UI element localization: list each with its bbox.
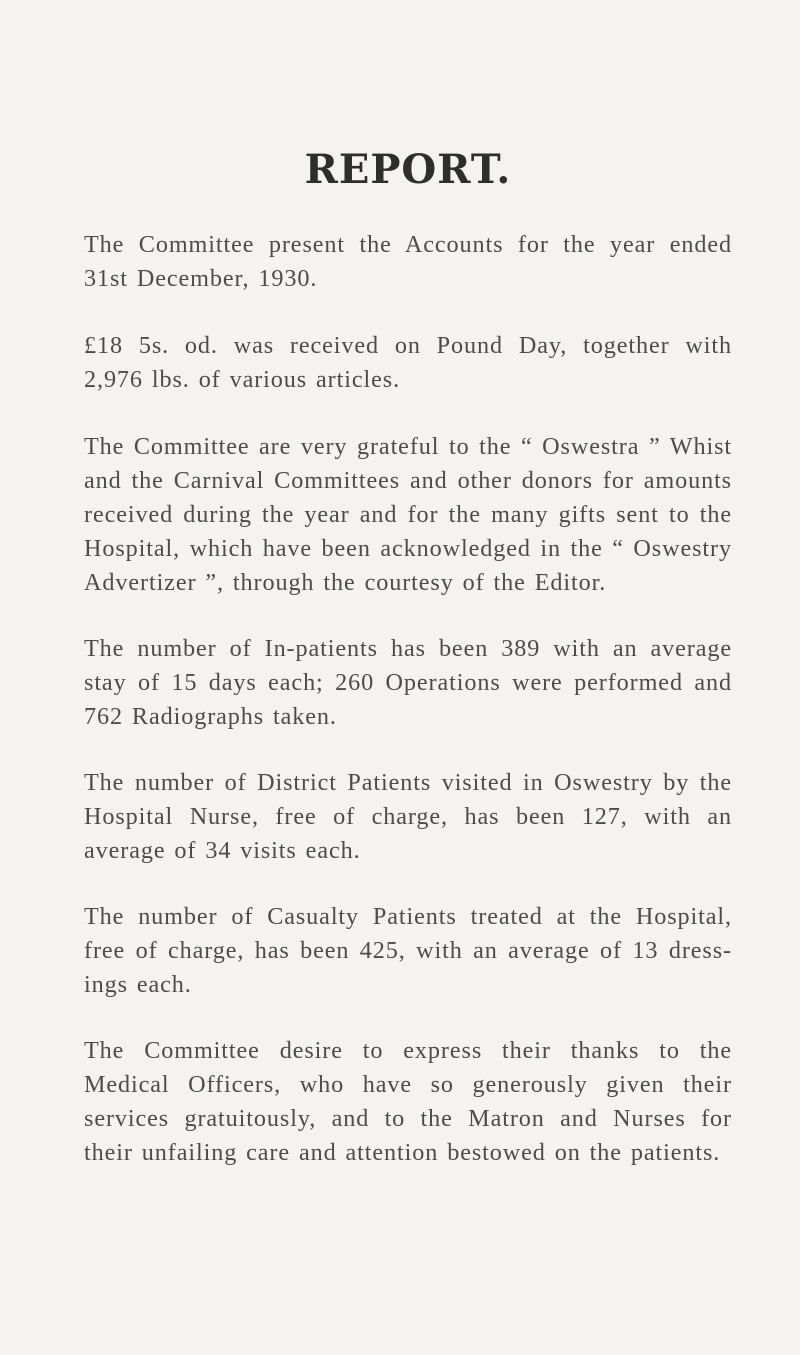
paragraph-district-patients: The number of District Patients visited in Oswestry by the Hospital Nurse, free of charge, has been 127, with an average of 34 visits each. <box>84 769 732 864</box>
paragraph-accounts: The Committee present the Accounts for the year ended 31st December, 1930. <box>84 231 732 292</box>
paragraph-thanks: The Committee desire to express their thanks to the Medical Officers, who have so generously given their services gratuitously, and to the Matron and Nurses for their unfailing care and attention bestowed on the patients. <box>84 1037 732 1166</box>
paragraph-pound-day: £18 5s. od. was received on Pound Day, together with 2,976 lbs. of various articles. <box>84 332 732 393</box>
paragraph-in-patients: The number of In-patients has been 389 with an average stay of 15 days each; 260 Operations were performed and 762 Radiographs taken. <box>84 635 732 730</box>
paragraph-donors: The Committee are very grateful to the “ Oswestra ” Whist and the Carnival Committees and other donors for amounts received during the year and for the many gifts sent to the Hospital, which have been acknowledged in the “ Oswestry Advertizer ”, through the courtesy of the Editor. <box>84 433 732 596</box>
report-title: REPORT. <box>304 146 512 193</box>
paragraph-casualty-patients: The number of Casualty Patients treated at the Hospital, free of charge, has been 425, with an average of 13 dress-ings each. <box>84 903 732 998</box>
